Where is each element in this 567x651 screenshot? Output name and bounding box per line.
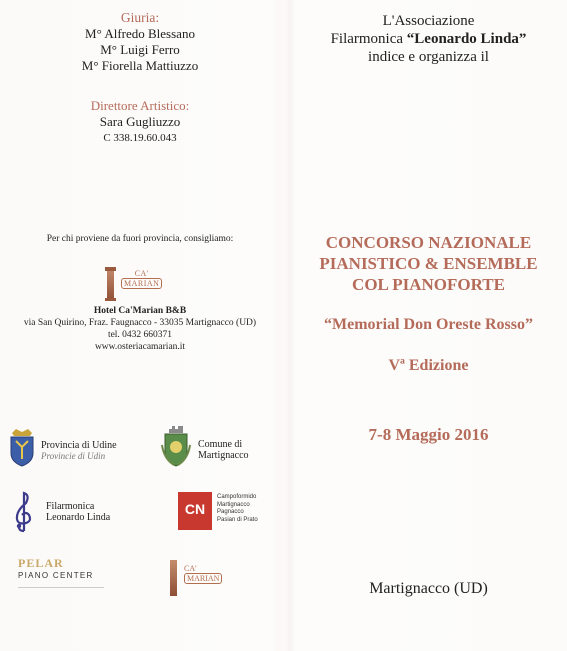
artistic-director-title: Direttore Artistico:: [90, 98, 190, 113]
campo-logo-text: CN: [184, 501, 206, 517]
organizer-prefix: Filarmonica: [330, 31, 407, 47]
organizer-line2: [290, 30, 567, 48]
logo-text-line: CA': [134, 269, 149, 278]
pelar-logo-icon: [18, 558, 110, 588]
hotel-web[interactable]: www.osteriacamarian.it: [94, 342, 186, 352]
logo-text-line: MARIAN: [121, 278, 162, 289]
organizer-block: [290, 12, 567, 66]
camarian-small-line2: MARIAN: [184, 573, 222, 584]
camarian-small-line1: CA': [184, 564, 197, 573]
campo-line: Campoformido: [217, 494, 257, 500]
hotel-name: Hotel Ca'Marian B&B: [93, 306, 187, 316]
camarian-pillar-icon: [170, 560, 177, 596]
pelar-title: PELAR: [18, 556, 64, 570]
sponsor-filarmonica-line2: Leonardo Linda: [46, 512, 111, 523]
right-panel: [290, 0, 567, 651]
hotel-section: [10, 233, 270, 353]
contest-edition: Vª Edizione: [388, 357, 469, 374]
organizer-line3: indice e organizza il: [368, 49, 489, 65]
sponsor-filarmonica-line1: Filarmonica: [46, 501, 95, 512]
campo-line: Pagnacco: [217, 509, 244, 515]
jury-section: [40, 10, 240, 74]
contest-title-line: COL PIANOFORTE: [352, 275, 505, 294]
contest-memorial: “Memorial Don Oreste Rosso”: [324, 316, 533, 333]
artistic-director-name: Sara Gugliuzzo: [99, 114, 181, 129]
pelar-subtitle: PIANO CENTER: [18, 571, 94, 580]
contest-title: [290, 232, 567, 295]
provincia-crest-icon: [8, 427, 36, 467]
jury-member: M° Luigi Ferro: [100, 42, 180, 57]
organizer-name: “Leonardo Linda”: [406, 31, 527, 47]
sponsor-comune-line1: Comune di: [198, 439, 243, 450]
campo-line: Martignacco: [217, 501, 250, 508]
treble-clef-icon: [10, 489, 36, 533]
campo-line: Pasian di Prato: [217, 516, 258, 523]
contest-title-line: CONCORSO NAZIONALE: [325, 233, 532, 252]
contest-dates: 7-8 Maggio 2016: [368, 425, 489, 444]
contest-title-line: PIANISTICO & ENSEMBLE: [319, 254, 538, 273]
artistic-director-section: [40, 98, 240, 146]
contest-place: Martignacco (UD): [369, 580, 488, 597]
hotel-intro: Per chi proviene da fuori provincia, consigliamo:: [46, 234, 234, 244]
jury-title: Giuria:: [120, 10, 160, 25]
hotel-tel: tel. 0432 660371: [107, 330, 173, 340]
jury-member: M° Alfredo Blessano: [85, 26, 195, 41]
camarian-pillar-icon: [107, 267, 114, 301]
campo-logo-icon: [178, 492, 212, 530]
organizer-line1: L'Associazione: [382, 13, 475, 29]
sponsor-provincia-name: Provincia di Udine: [41, 440, 117, 451]
sponsor-provincia-friulian: Provincie di Udin: [41, 451, 106, 461]
comune-crest-icon: [160, 425, 192, 467]
jury-member: M° Fiorella Mattiuzzo: [81, 58, 199, 73]
camarian-logo-text: [121, 269, 162, 289]
camarian-logo: [107, 267, 173, 301]
hotel-address: via San Quirino, Fraz. Faugnacco - 33035 Martignacco (UD): [23, 318, 257, 328]
artistic-director-phone: C 338.19.60.043: [103, 132, 177, 144]
sponsor-comune-line2: Martignacco: [198, 450, 249, 461]
